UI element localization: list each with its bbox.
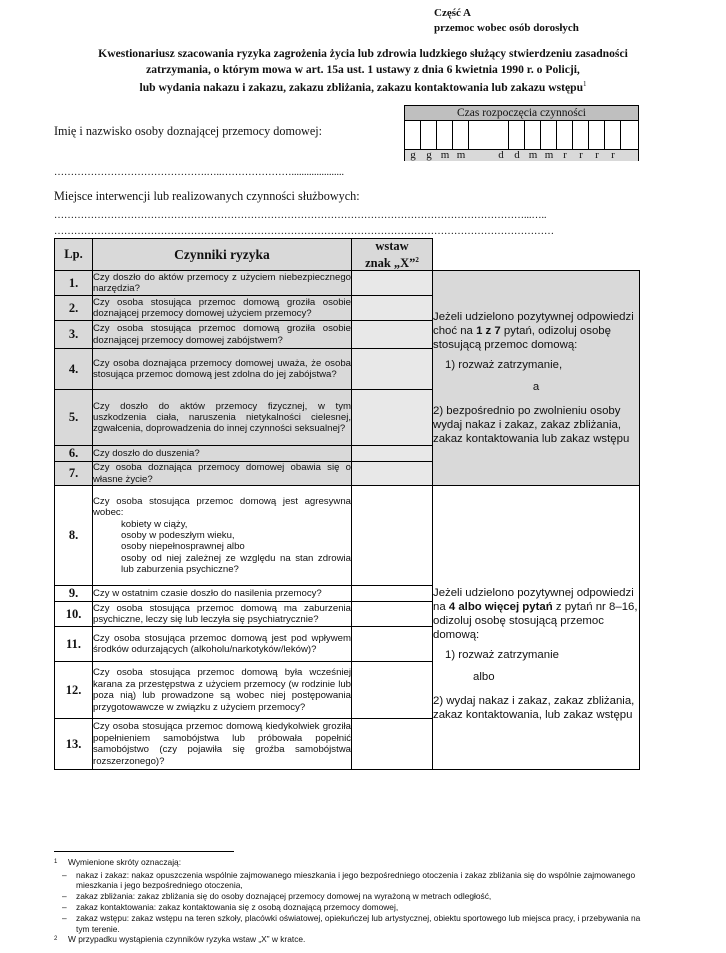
intervention-place-label: Miejsce interwencji lub realizowanych czynności służbowych: [54,189,360,203]
risk-question [93,446,352,462]
footnote-dash: – [62,912,67,923]
risk-question-text: Czy doszło do aktów przemocy z użyciem niebezpiecznego narzędzia? [93,271,351,295]
row-number: 4. [55,349,93,390]
row-number: 9. [55,586,93,602]
title-line-3-text: lub wydania nakazu i zakazu, zakazu zbliżania, zakazu kontaktowania lub zakazu wstępu [139,80,584,94]
start-time-box [404,105,639,161]
x-mark-cell[interactable] [352,349,433,390]
response-item-2: 2) bezpośrednio po zwolnieniu osoby wydaj nakaz i zakaz, zakaz zbliżania, zakaz kontaktowania lub zakaz wstępu [433,405,630,446]
footnote-1-item [54,902,644,913]
response-intro [433,310,639,352]
header-insert-x [352,239,433,271]
time-digit-cell[interactable] [509,120,525,149]
footnote-1-item-text: nakaz i zakaz: nakaz opuszczenia wspólnie zajmowanego mieszkania i jego bezpośredniego otoczenia i zakaz zbliżania się do wspólnie zajmowanego mieszkania i jego bezpośredniego otoczenia, [76,869,636,891]
risk-question [93,296,352,321]
header-footnote-mark: 2 [415,256,419,264]
footnote-1-item [54,913,644,935]
response-intro-b: z pytań nr 8–16, odizoluj osobę stosującą przemoc domową: [433,600,638,641]
victim-name-field[interactable]: ……………………………………….…..…………………..................... [54,167,344,178]
risk-question-subitem: osoby od niej zależnej ze względu na stan zdrowia lub zaburzenia psychiczne? [121,552,351,576]
time-digit-cell[interactable] [605,120,621,149]
response-item-2: 2) wydaj nakaz i zakaz, zakaz zbliżania, zakaz kontaktowania, lub zakaz wstępu [433,694,635,721]
footnote-1 [54,857,644,870]
risk-rows [55,271,640,770]
row-number: 3. [55,321,93,349]
footnote-2 [54,934,644,947]
risk-question [93,662,352,719]
time-format-letter: m [544,149,554,161]
spacer [433,394,639,404]
response-conjunction: albo [473,670,495,683]
victim-name-label: Imię i nazwisko osoby doznającej przemocy domowej: [54,124,323,138]
x-mark-cell[interactable] [352,390,433,446]
row-number: 10. [55,602,93,627]
row-number: 13. [55,719,93,770]
time-digit-cell[interactable] [453,120,469,149]
x-mark-cell[interactable] [352,719,433,770]
risk-question-subitem: osoby w podeszłym wieku, [121,529,235,541]
footnote-1-item [54,891,644,902]
spacer [433,684,639,694]
time-digit-cell[interactable] [589,120,605,149]
part-label: Część A [434,7,471,19]
time-format-letter: r [563,149,567,161]
response-intro-a: Jeżeli udzielono pozytywnej odpowiedzi na [433,586,634,613]
risk-question-text: Czy osoba stosująca przemoc domową groziła osobie doznającej przemocy domowej zabójstwem? [93,323,351,346]
footnote-1-mark [54,857,68,870]
footnote-dash: – [62,869,67,880]
x-mark-cell[interactable] [352,486,433,586]
risk-question-text: Czy osoba stosująca przemoc domową groziła osobie doznającej przemocy domowej użyciem przemocy? [93,296,351,320]
row-number: 8. [55,486,93,586]
risk-question [93,602,352,627]
risk-question-text: Czy osoba stosująca przemoc domową jest pod wpływem środków odurzających (alkoholu/narkotyków/leków)? [93,632,351,656]
x-mark-cell[interactable] [352,662,433,719]
time-format-letter: g [426,149,432,161]
risk-question [93,719,352,770]
time-digit-cell[interactable] [437,120,453,149]
risk-question [93,586,352,602]
row-number: 6. [55,446,93,462]
risk-question [93,321,352,349]
time-digit-cell[interactable] [405,120,421,149]
header-insert-line-1: wstaw [375,239,409,253]
footnote-1-item [54,870,644,892]
x-mark-cell[interactable] [352,271,433,296]
risk-question-text: Czy w ostatnim czasie doszło do nasilenia przemocy? [93,587,322,599]
form-title [40,46,686,95]
footnote-1-item-text: zakaz zbliżania: zakaz zbliżania się do osoby doznającej przemocy domowej na wyrażoną w metrach odległość, [76,891,492,902]
table-header-row [55,239,640,271]
title-footnote-mark: 1 [583,80,587,88]
row-number: 11. [55,627,93,662]
row-number: 2. [55,296,93,321]
risk-question-text: Czy osoba stosująca przemoc domową kiedykolwiek groziła popełnieniem samobójstwa lub próbowała popełnić samobójstwo (czy pojawiła się groźba samobójstwa rozszerzonego)? [93,721,351,767]
response-intro [433,586,639,642]
spacer [433,372,639,380]
footnote-dash: – [62,901,67,912]
start-time-label: Czas rozpoczęcia czynności [405,106,638,121]
time-digit-cell[interactable] [493,120,509,149]
risk-factors-table [54,238,640,770]
footnote-2-mark-text: 2 [54,936,58,943]
risk-question-subitem: osoby niepełnosprawnej albo [121,541,245,553]
time-digit-cell[interactable] [557,120,573,149]
row-number: 7. [55,462,93,486]
intervention-place-field-line-1[interactable]: ……………………………………………………………………………………………………………………………...….. [54,210,547,221]
risk-question [93,627,352,662]
header-insert-line-2-text: znak „X” [365,256,416,271]
row-number: 5. [55,390,93,446]
footnote-1-intro: Wymienione skróty oznaczają: [68,857,182,867]
x-mark-cell[interactable] [352,602,433,627]
response-intro-a: Jeżeli udzielono pozytywnej odpowiedzi choć na [433,311,634,338]
response-instruction-1 [433,271,640,486]
x-mark-cell[interactable] [352,321,433,349]
response-item-1: 1) rozważ zatrzymanie, [445,359,563,372]
time-format-letter: m [440,149,450,161]
x-mark-cell[interactable] [352,627,433,662]
header-insert-line-2 [352,253,432,270]
table-row [55,486,640,586]
time-digit-cell[interactable] [541,120,557,149]
response-intro-b: pytań, odizoluj osobę stosującą przemoc domową: [433,325,611,352]
time-format-letter: d [514,149,520,161]
risk-question-text: Czy osoba stosująca przemoc domową jest agresywna wobec: [93,495,351,519]
time-format-letter: r [579,149,583,161]
time-format-letter: r [611,149,615,161]
risk-question [93,462,352,486]
footnote-dash: – [62,891,67,902]
risk-question-text: Czy doszło do duszenia? [93,447,200,459]
header-lp: Lp. [55,239,93,271]
time-digit-cell[interactable] [573,120,589,149]
part-header [434,6,579,36]
x-mark-cell[interactable] [352,586,433,602]
title-line-2: zatrzymania, o którym mowa w art. 15a ust. 1 ustawy z dnia 6 kwietnia 1990 r. o Policji, [146,62,580,76]
footnote-1-items [54,870,644,935]
time-format-letter: d [498,149,504,161]
footnotes [54,857,644,947]
time-format-letter: m [528,149,538,161]
time-format-letter: r [595,149,599,161]
response-item-1: 1) rozważ zatrzymanie [445,648,559,661]
part-subtitle: przemoc wobec osób dorosłych [434,22,579,34]
footnote-1-item-text: zakaz wstępu: zakaz wstępu na teren szkoły, placówki oświatowej, opiekuńczej lub artystycznej, obiektu sportowego lub miejsca pracy, i przebywania na tym terenie. [76,912,641,934]
x-mark-cell[interactable] [352,296,433,321]
intervention-place-field-line-2[interactable]: …………………………………………………………………………………………………………………………………… [54,226,554,237]
risk-question-text: Czy osoba doznająca przemocy domowej uważa, że osoba stosująca przemoc domową jest zdolna do jej zabójstwa? [93,357,351,381]
risk-question-subitem: kobiety w ciąży, [121,518,188,530]
title-line-3 [40,77,686,95]
footnote-1-item-text: zakaz kontaktowania: zakaz kontaktowania się z osobą doznającą przemocy domowej, [76,901,399,912]
risk-question [93,390,352,446]
response-intro-bold: 4 albo więcej pytań [448,600,553,613]
header-risk-factors: Czynniki ryzyka [93,239,352,271]
footnote-2-text: W przypadku wystąpienia czynników ryzyka wstaw „X” w kratce. [68,934,306,945]
time-format-letter: m [456,149,466,161]
time-digit-cell[interactable] [421,120,437,149]
response-instruction-2 [433,486,640,770]
time-format-letter: g [410,149,416,161]
response-conjunction: a [532,381,540,394]
header-response [433,239,640,271]
response-intro-bold: 1 z 7 [476,325,501,338]
row-number: 1. [55,271,93,296]
risk-question-text: Czy osoba stosująca przemoc domową ma zaburzenia psychiczne, leczy się lub leczyła się psychiatrycznie? [93,602,351,626]
title-line-1: Kwestionariusz szacowania ryzyka zagrożenia życia lub zdrowia ludzkiego służący stwierdzeniu zasadności [98,47,628,60]
footnote-2-mark [54,934,68,947]
time-digit-cell[interactable] [525,120,541,149]
risk-question [93,349,352,390]
risk-question [93,271,352,296]
spacer [433,662,639,670]
risk-question-text: Czy osoba stosująca przemoc domową była wcześniej karana za przestępstwa z użyciem przemocy (w rodzinie lub poza nią) lub prowadzone są wobec niej postępowania przygotowawcze w związku z użyciem przemocy? [93,667,351,713]
table-row [55,271,640,296]
row-number: 12. [55,662,93,719]
risk-question-text: Czy doszło do aktów przemocy fizycznej, w tym uszkodzenia ciała, naruszenia nietykalności cielesnej, zgwałcenia, doprowadzenia do innej czynności seksualnej? [93,400,351,435]
risk-question-text: Czy osoba doznająca przemocy domowej obawia się o własne życie? [93,462,351,485]
risk-question [93,486,352,586]
footnote-1-mark-text: 1 [54,859,58,865]
x-mark-cell[interactable] [352,446,433,462]
footnote-separator [54,851,234,852]
x-mark-cell[interactable] [352,462,433,486]
